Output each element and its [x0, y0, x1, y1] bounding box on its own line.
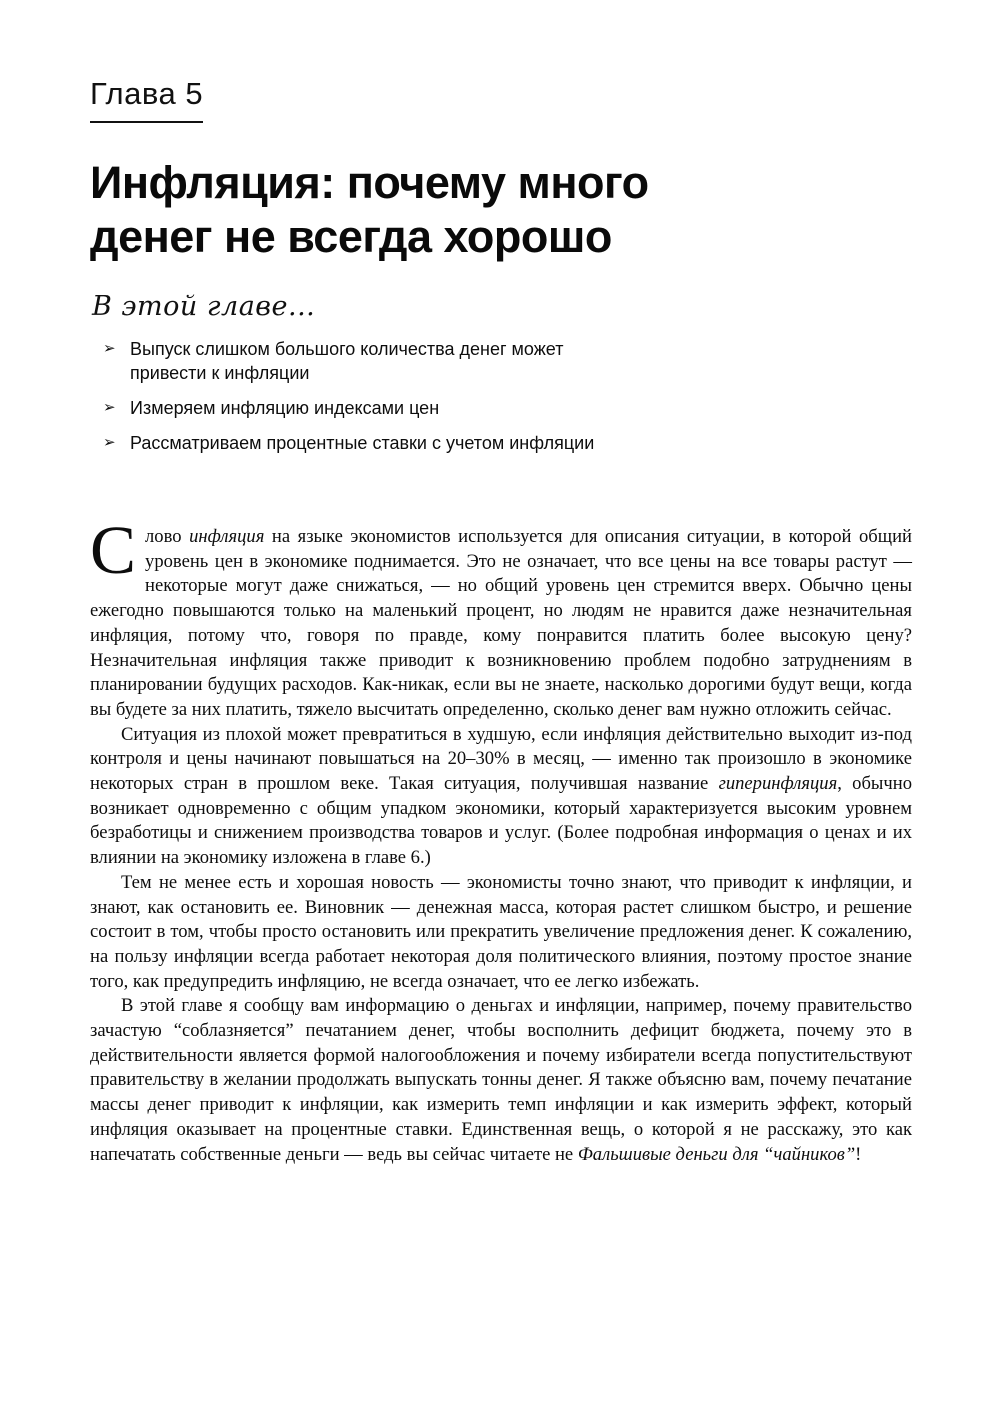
text-segment: , обычно возникает одновременно с общим упадком экономики, который характеризуется высоким уровнем безработицы и снижением производства товаров и услуг. (Более подробная информация о ценах и их влиянии на экономику изложена в главе 6.) — [90, 773, 912, 869]
arrow-bullet-icon: ➢ — [103, 399, 116, 416]
paragraph-3 — [90, 871, 912, 995]
text-segment-italic: гиперинфляция — [718, 773, 838, 795]
text-segment: Ситуация из плохой может превратиться в худшую, если инфляция действительно выходит из-под контроля и цены начинают повышаться на 20–30% в месяц, — именно так произошло в экономике некоторых стран в прошлом веке. Такая ситуация, получившая название — [90, 723, 912, 795]
text-segment-italic: инфляция — [189, 526, 265, 547]
arrow-bullet-icon: ➢ — [103, 340, 116, 357]
bullet-item — [90, 431, 912, 455]
text-segment: на языке экономистов используется для описания ситуации, в которой общий уровень цен в экономике поднимается. Это не означает, что все цены на все товары растут — некоторые могут даже снижаться, — но общий уровень цен стремится вверх. Обычно цены ежегодно повышаются только на маленький процент, но людям не нравится даже незначительная инфляция, потому что, говоря по правде, кому понравится платить более высокую цену? Незначительная инфляция также приводит к возникновению проблем подобно затруднениям в планировании будущих расходов. Как-никак, если вы не знаете, насколько дорогими будут вещи, когда вы будете за них платить, тяжело высчитать определенно, сколько денег вам нужно отложить сейчас. — [90, 526, 912, 720]
chapter-title — [90, 156, 912, 264]
paragraph-4 — [90, 994, 912, 1167]
chapter-label-row — [90, 76, 912, 123]
body-text — [90, 512, 912, 1167]
drop-cap: С — [90, 512, 137, 588]
bullet-text: Измеряем инфляцию индексами цен — [130, 398, 440, 418]
text-segment: ! — [855, 1143, 862, 1165]
text-segment: лово — [145, 526, 190, 547]
chapter-label: Глава 5 — [90, 76, 203, 123]
text-segment-italic: Фальшивые деньги для “чайников” — [577, 1143, 856, 1165]
in-this-chapter-heading: В этой главе... — [92, 291, 316, 322]
bullet-item — [90, 396, 912, 420]
text-segment: Тем не менее есть и хорошая новость — экономисты точно знают, что приводит к инфляции, и знают, как остановить ее. Виновник — денежная масса, которая растет слишком быстро, и решение состоит в том, чтобы просто остановить или прекратить увеличение предложения денег. К сожалению, на пользу инфляции всегда работает некоторая доля политического влияния, поэтому простое знание того, как предупредить инфляцию, не всегда означает, что ее легко избежать. — [90, 871, 912, 992]
bullet-text: Выпуск слишком большого количества денег может привести к инфляции — [130, 339, 564, 383]
paragraph-1 — [90, 512, 912, 723]
chapter-title-line1: Инфляция: почему много — [90, 157, 649, 208]
chapter-title-line2: денег не всегда хорошо — [90, 211, 612, 262]
chapter-bullet-list — [90, 337, 912, 455]
bullet-text: Рассматриваем процентные ставки с учетом инфляции — [130, 433, 595, 453]
arrow-bullet-icon: ➢ — [103, 434, 116, 451]
text-segment: В этой главе я сообщу вам информацию о деньгах и инфляции, например, почему правительство зачастую “соблазняется” печатанием денег, чтобы восполнить дефицит бюджета, почему это в действительности является формой налогообложения и почему избиратели всегда попустительствуют правительству в желании продолжать выпускать тонны денег. Я также объясню вам, почему печатание массы денег приводит к инфляции, как измерить темп инфляции и как измерить эффект, который инфляция оказывает на процентные ставки. Единственная вещь, о которой я не расскажу, это как напечатать собственные деньги — ведь вы сейчас читаете не — [90, 995, 912, 1165]
paragraph-2 — [90, 723, 912, 871]
bullet-item — [90, 337, 912, 385]
